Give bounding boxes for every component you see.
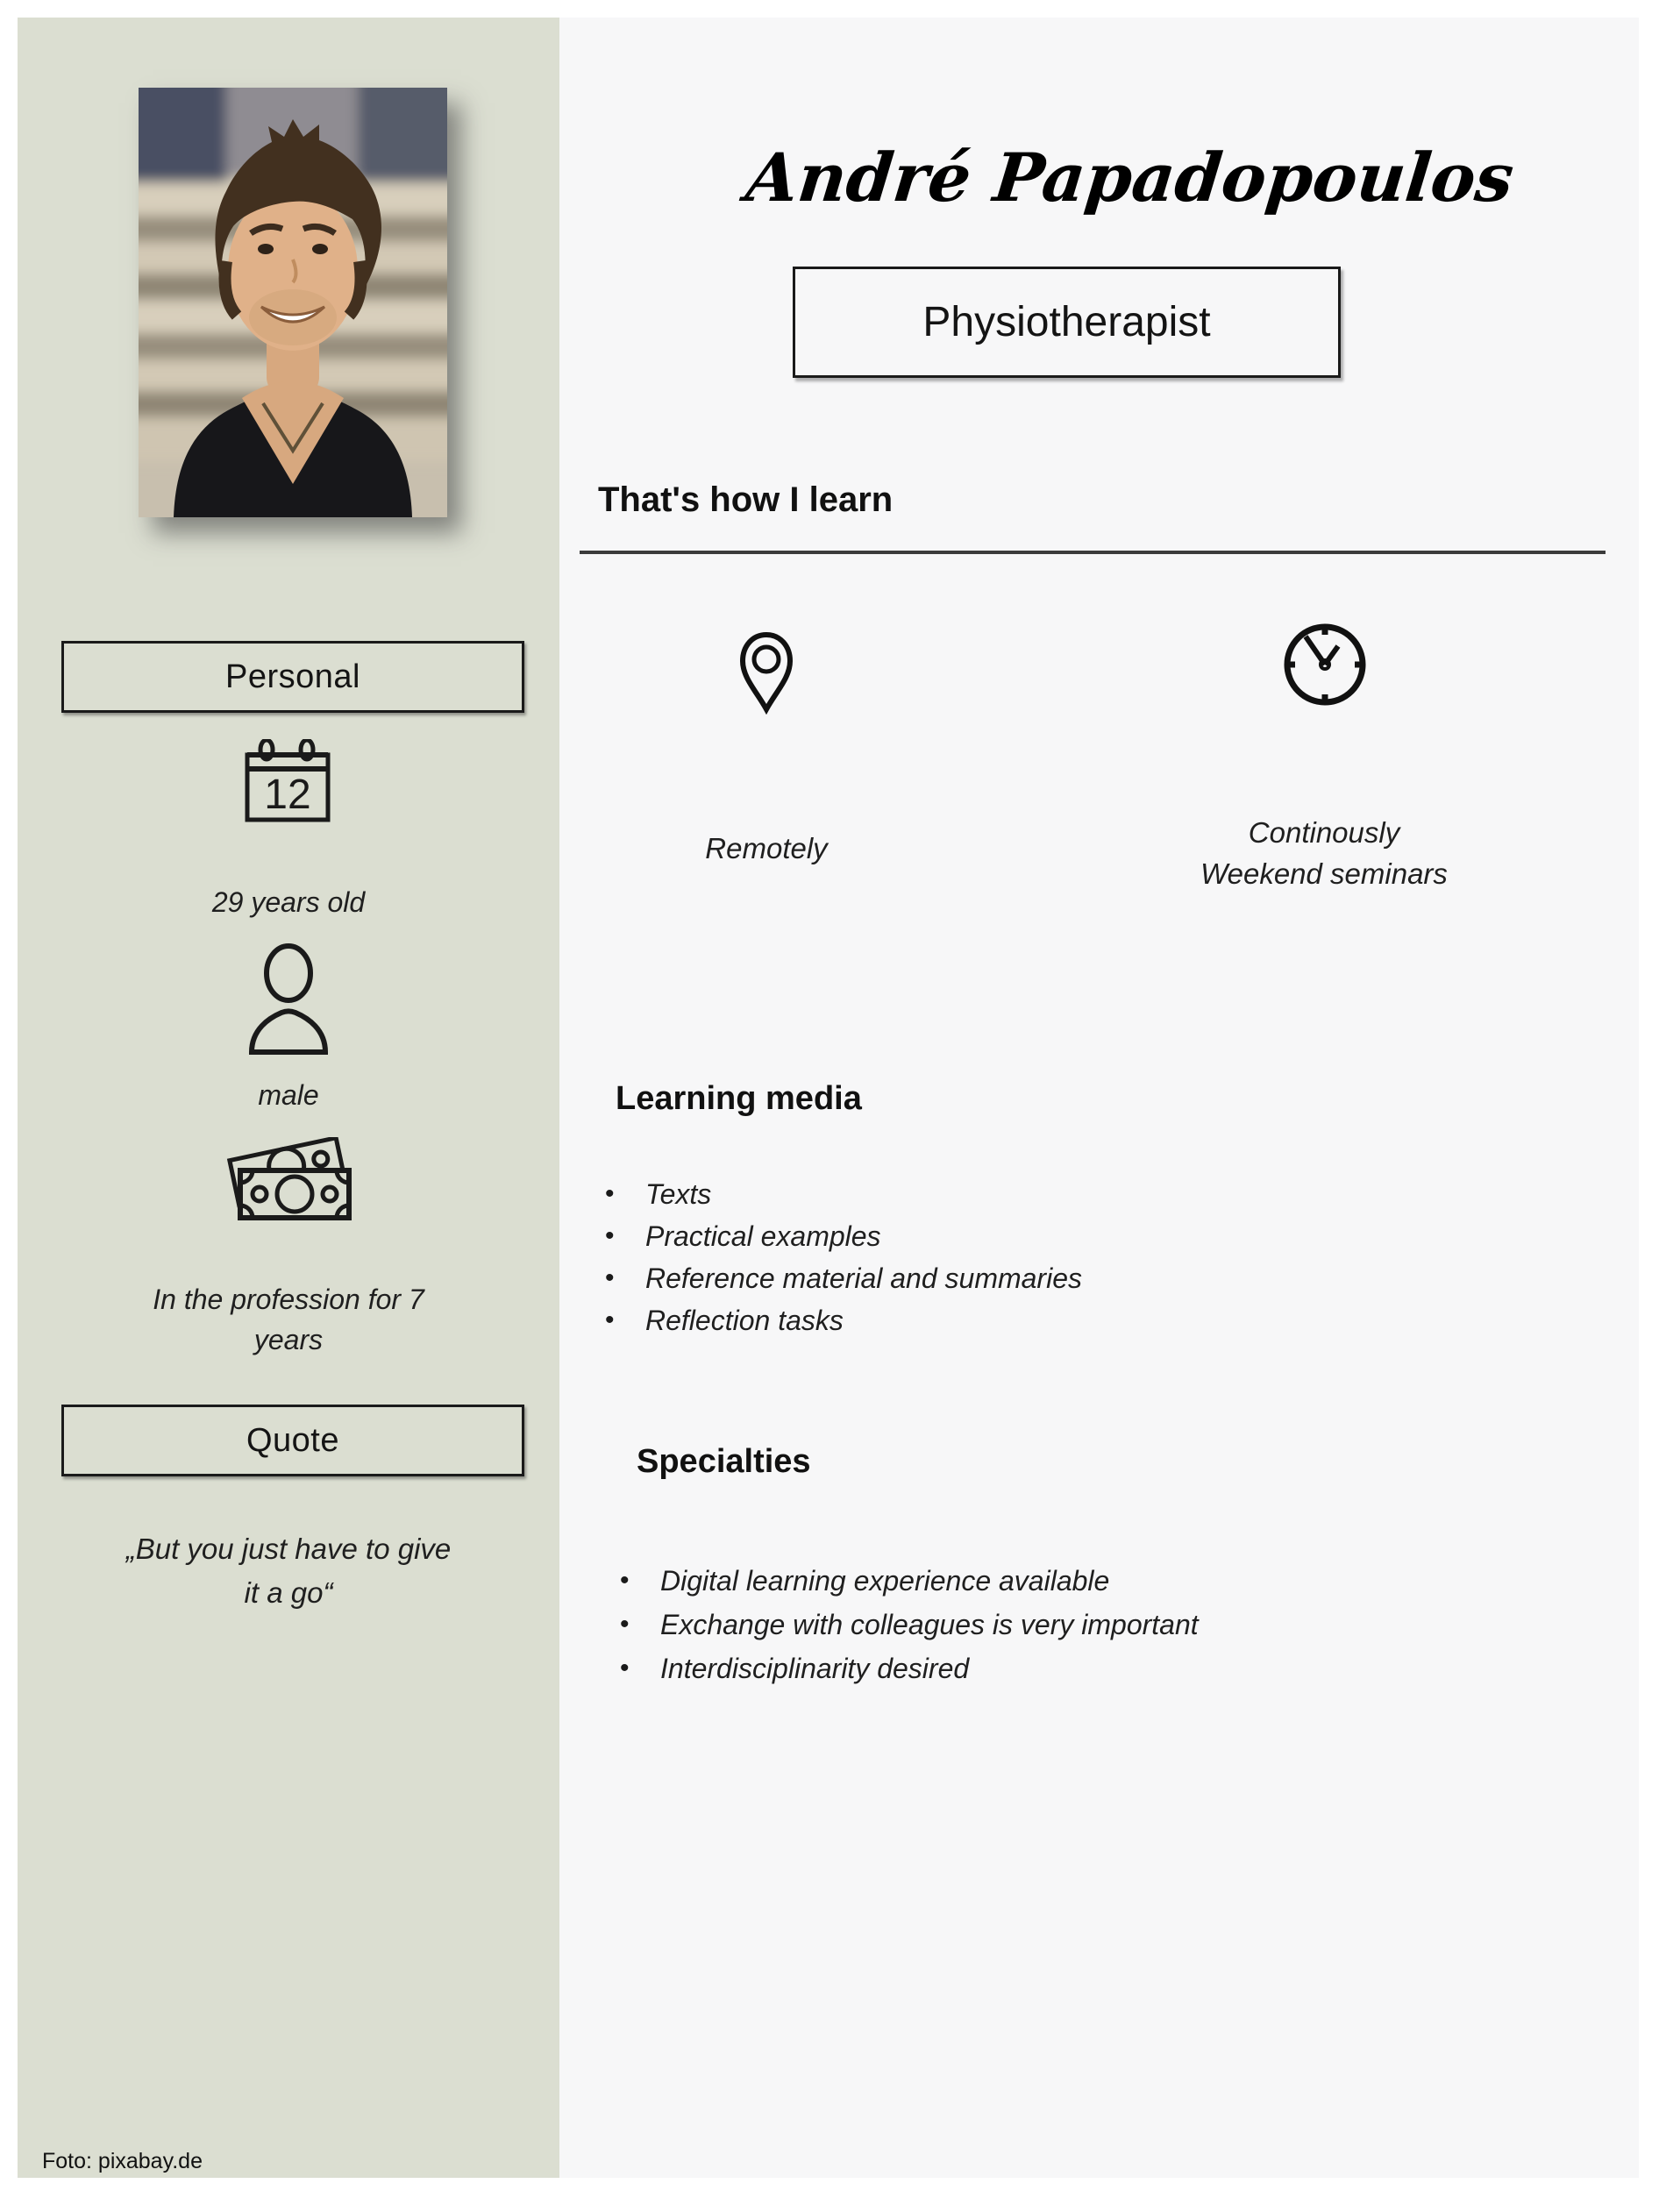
learning-media-item: • Reflection tasks: [605, 1299, 1082, 1341]
specialties-heading: Specialties: [637, 1443, 811, 1480]
main-content: [559, 18, 1639, 2178]
persona-name: André Papadopoulos: [742, 139, 1518, 217]
portrait-photo: [139, 88, 447, 517]
location-pin-icon: [739, 631, 794, 719]
personal-header-label: Personal: [225, 658, 360, 695]
specialty-item: • Exchange with colleagues is very important: [620, 1603, 1199, 1647]
learning-mode-location-line: Remotely: [705, 832, 828, 864]
specialties-list: [620, 1559, 1199, 1690]
quote-section-header: [61, 1405, 524, 1476]
learning-mode-time: [1149, 812, 1499, 894]
section-title: That's how I learn: [598, 480, 894, 519]
learning-mode-time-line2: Weekend seminars: [1200, 857, 1448, 890]
money-icon: [223, 1137, 354, 1225]
role-box: [793, 267, 1341, 378]
personal-section-header: [61, 641, 524, 713]
section-divider: [580, 551, 1606, 554]
quote-header-label: Quote: [246, 1421, 340, 1459]
calendar-day-number: 12: [264, 772, 311, 818]
learning-media-item: • Reference material and summaries: [605, 1257, 1082, 1299]
specialty-item: • Interdisciplinarity desired: [620, 1647, 1199, 1690]
learning-media-heading: Learning media: [616, 1080, 862, 1117]
person-icon: [246, 943, 331, 1062]
sidebar: [18, 18, 559, 2178]
role-label: Physiotherapist: [922, 299, 1211, 345]
learning-media-item: • Practical examples: [605, 1215, 1082, 1257]
quote-text: „But you just have to give it a go“: [125, 1533, 452, 1609]
calendar-icon: [244, 739, 331, 828]
learning-mode-time-line1: Continously: [1248, 816, 1400, 849]
specialty-item: • Digital learning experience available: [620, 1559, 1199, 1603]
gender-label: male: [258, 1079, 319, 1111]
learning-media-item: • Texts: [605, 1173, 1082, 1215]
age-label: 29 years old: [211, 886, 366, 918]
clock-icon: [1283, 622, 1367, 711]
learning-media-list: [605, 1173, 1082, 1341]
photo-credit: Foto: pixabay.de: [42, 2149, 203, 2173]
learning-mode-location: [591, 828, 942, 869]
portrait-illustration: [139, 88, 447, 517]
experience-label: In the profession for 7 years: [153, 1284, 424, 1355]
